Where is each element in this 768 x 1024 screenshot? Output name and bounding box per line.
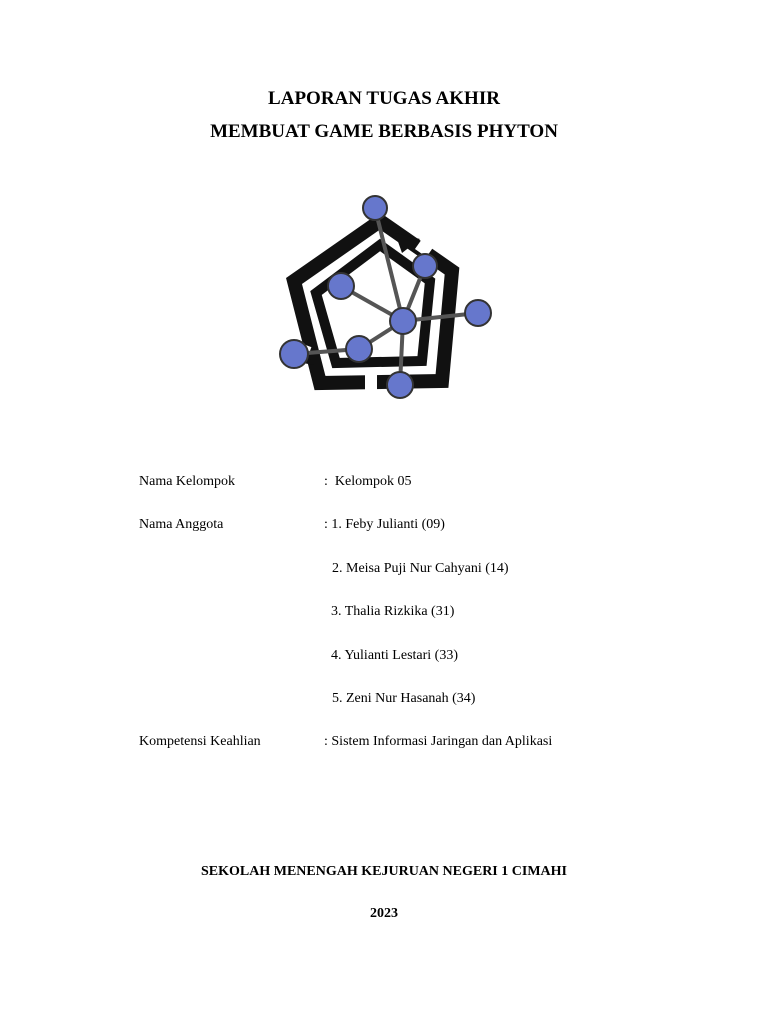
member-item-1: : 1. Feby Julianti (09) xyxy=(324,517,445,532)
group-value: : Kelompok 05 xyxy=(324,474,412,489)
member-item-5: 5. Zeni Nur Hasanah (34) xyxy=(332,691,476,706)
school-name: SEKOLAH MENENGAH KEJURUAN NEGERI 1 CIMAHI xyxy=(201,864,567,879)
report-year: 2023 xyxy=(370,906,398,921)
report-subtitle: MEMBUAT GAME BERBASIS PHYTON xyxy=(210,121,558,142)
member-item-3: 3. Thalia Rizkika (31) xyxy=(331,604,455,619)
report-title: LAPORAN TUGAS AKHIR xyxy=(268,88,500,109)
competency-value: : Sistem Informasi Jaringan dan Aplikasi xyxy=(324,734,553,749)
group-label: Nama Kelompok xyxy=(139,474,236,489)
members-label: Nama Anggota xyxy=(139,517,224,532)
competency-label: Kompetensi Keahlian xyxy=(139,734,261,749)
member-item-4: 4. Yulianti Lestari (33) xyxy=(331,648,459,663)
member-item-2: 2. Meisa Puji Nur Cahyani (14) xyxy=(332,561,509,576)
molecule-network-logo-icon xyxy=(270,193,500,408)
